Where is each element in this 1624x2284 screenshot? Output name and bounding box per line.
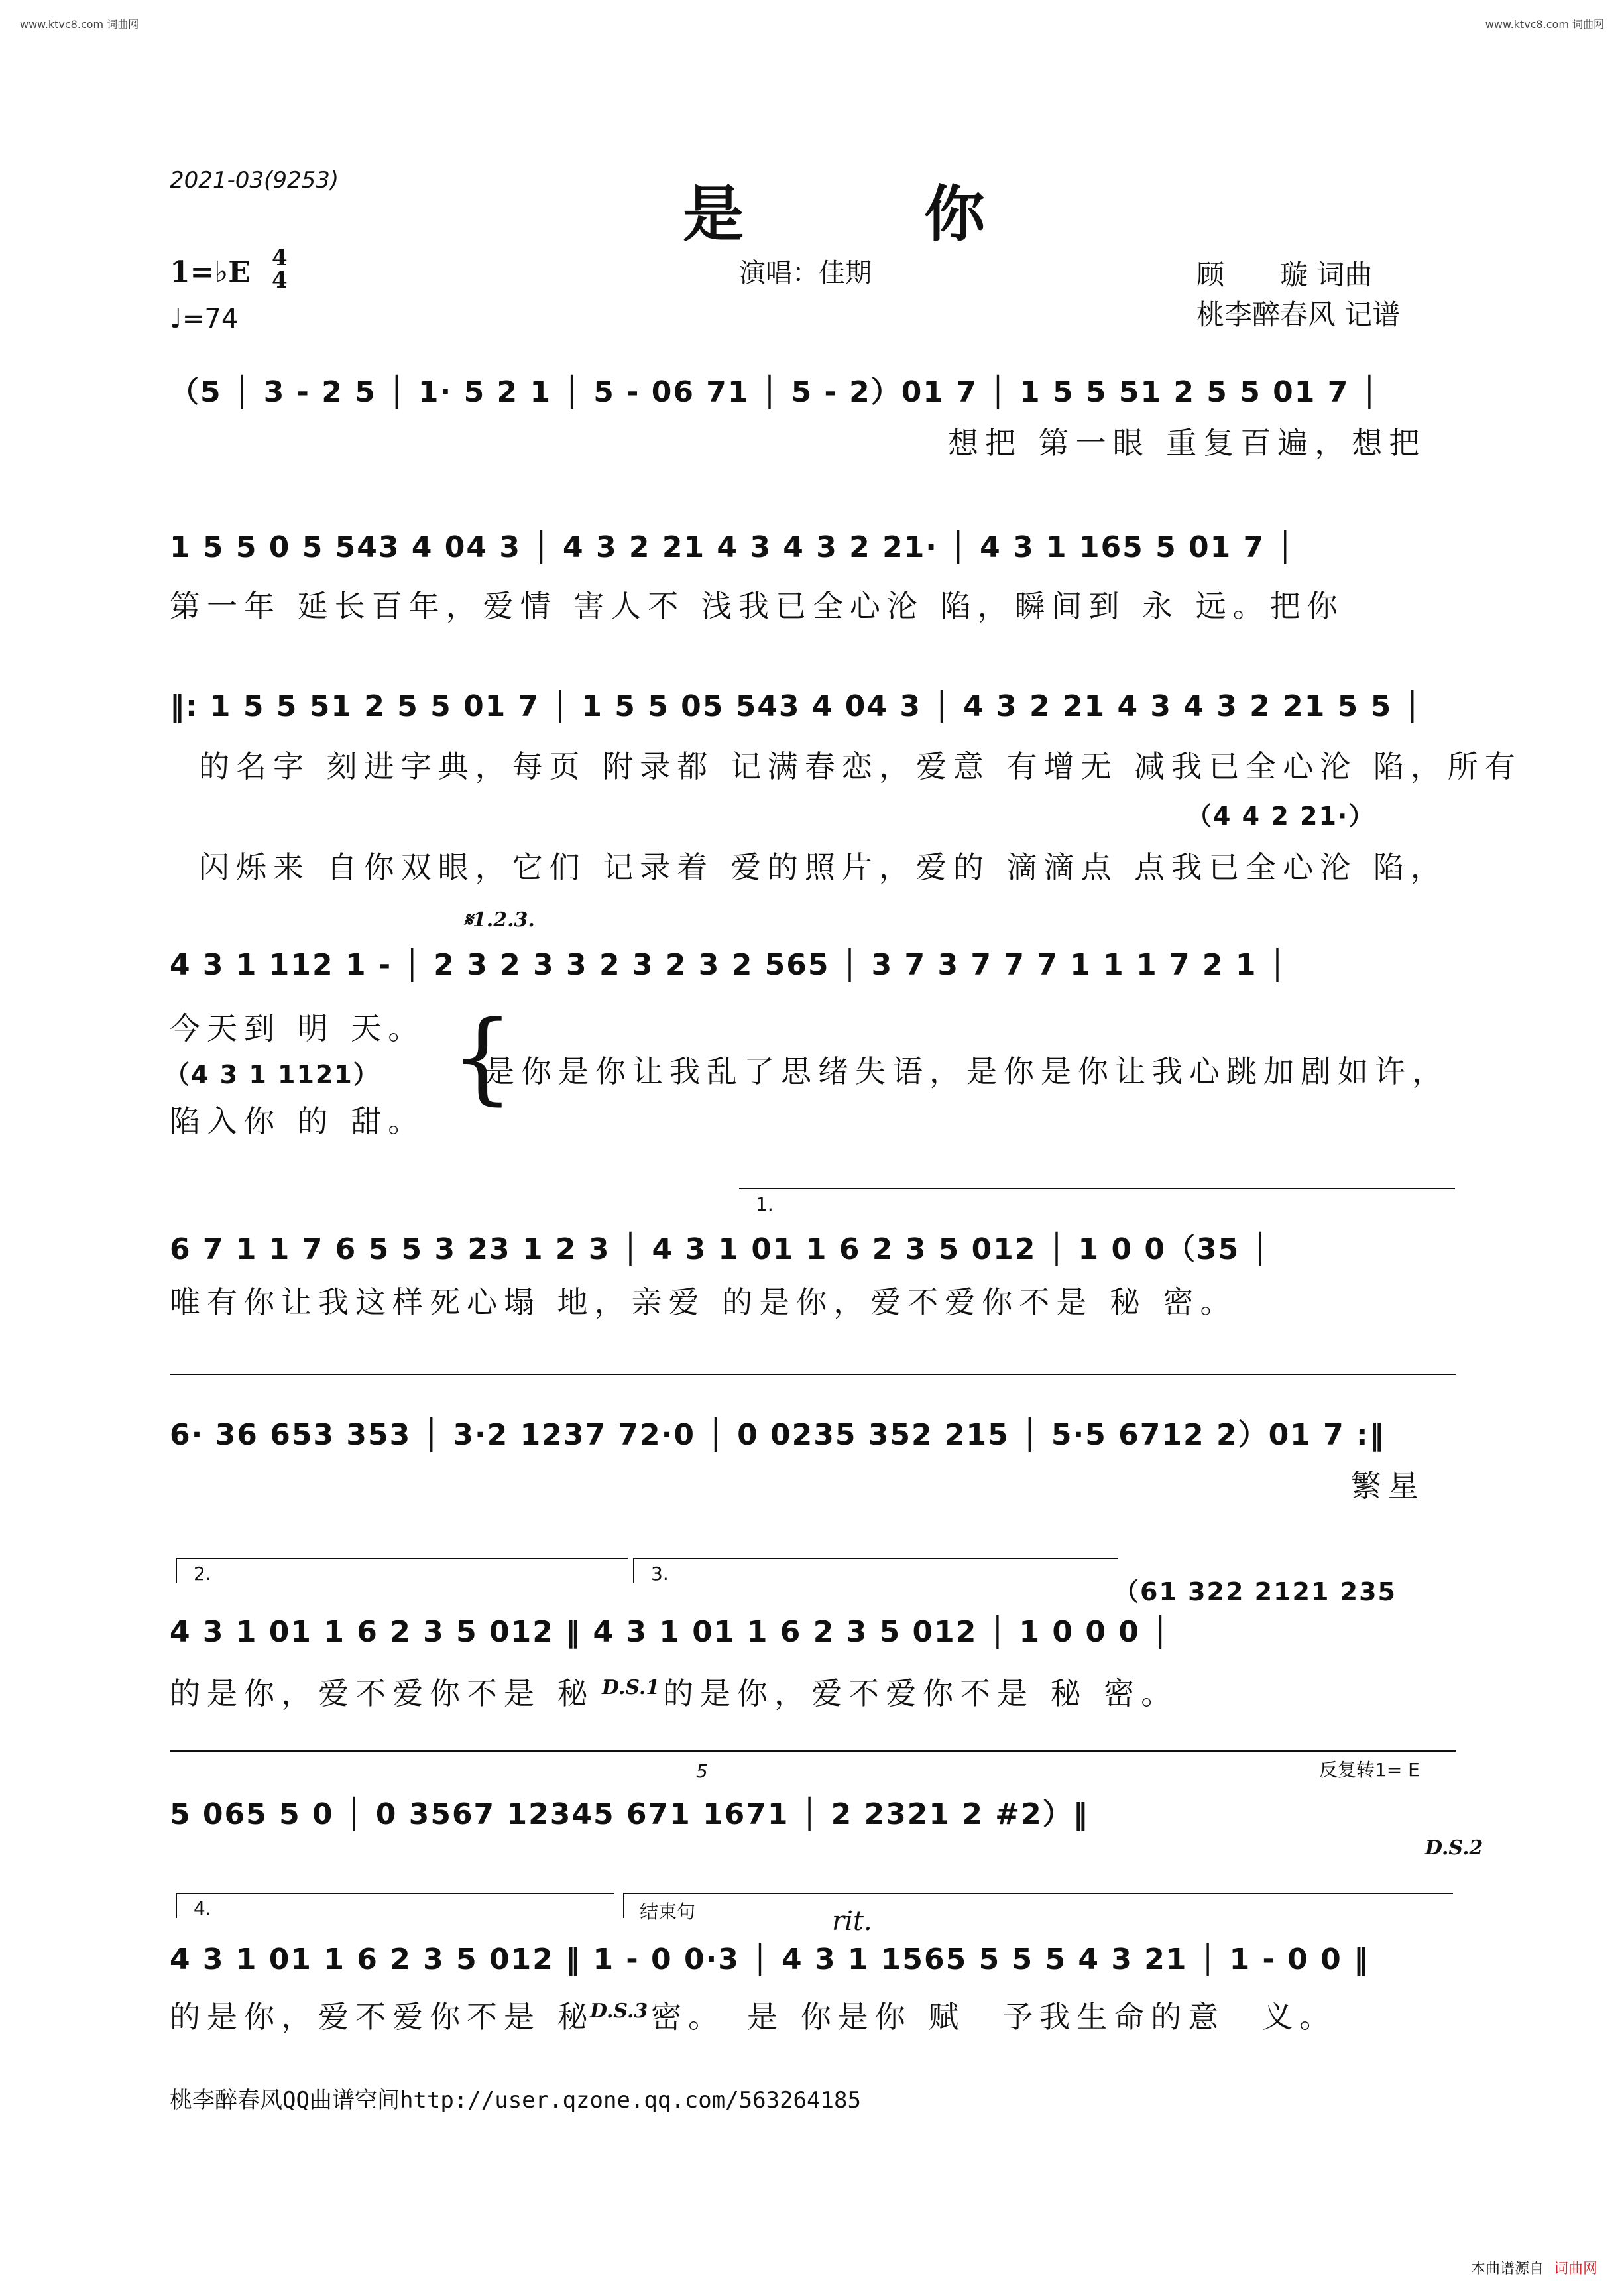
bottom-brand <box>1471 2257 1597 2278</box>
system-8-notes: 5 065 5 0 │ 0 3567 12345 671 1671 │ 2 2321 2 #2）‖ <box>170 1797 1089 1831</box>
system-9-lyrics: 的是你，爱不爱你不是 秘 <box>170 1999 595 2035</box>
volta-3-bracket <box>633 1558 1118 1583</box>
bottom-brand-name: 词曲网 <box>1553 2261 1597 2277</box>
volta-1-bracket <box>739 1188 1455 1189</box>
system-9-lyrics-2: 密。 是 你是你 赋 予我生命的意 义。 <box>651 1999 1337 2035</box>
system-7-notes: 4 3 1 01 1 6 2 3 5 012 ‖ 4 3 1 01 1 6 2 3 5 012 │ 1 0 0 0 │ <box>170 1615 1171 1649</box>
system-1-lyrics: 想把 第一眼 重复百遍，想把 <box>948 425 1426 461</box>
system-4-lyrics-alt: 陷入你 的 甜。 <box>170 1103 426 1139</box>
system-2-notes: 1 5 5 0 5 543 4 04 3 │ 4 3 2 21 4 3 4 3 2 21· │ 4 3 1 165 5 01 7 │ <box>170 530 1296 564</box>
ds3-mark: D.S.3 <box>590 2000 648 2023</box>
system-4-alt-notes: （4 3 1 1121） <box>164 1060 380 1089</box>
system-1-notes: （5 │ 3 - 2 5 │ 1· 5 2 1 │ 5 - 06 71 │ 5 - 2）01 7 │ 1 5 5 51 2 5 5 01 7 │ <box>170 375 1380 409</box>
bottom-brand-text: 本曲谱源自 <box>1470 2261 1544 2277</box>
ds1-mark: D.S.1 <box>602 1676 660 1699</box>
system-5-notes: 6 7 1 1 7 6 5 5 3 23 1 2 3 │ 4 3 1 01 1 6 2 3 5 012 │ 1 0 0（35 │ <box>170 1232 1271 1266</box>
system-3-alt-notes: （4 4 2 21·） <box>1187 802 1375 831</box>
volta-continuation-bracket <box>170 1374 1456 1375</box>
time-signature-bottom: 4 <box>272 267 288 294</box>
system-4-notes: 4 3 1 112 1 - │ 2 3 2 3 3 2 3 2 3 2 565 │ 3 7 3 7 7 7 1 1 1 7 2 1 │ <box>170 948 1288 982</box>
volta-4-label: 4. <box>194 1897 211 1919</box>
page-title: 是 你 <box>683 178 1065 250</box>
tempo-marking: ♩=74 <box>170 304 239 334</box>
volta-1-label: 1. <box>756 1193 774 1215</box>
system-7-lyrics-2: 的是你，爱不爱你不是 秘 密。 <box>663 1675 1179 1711</box>
system-6-notes: 6· 36 653 353 │ 3·2 1237 72·0 │ 0 0235 352 215 │ 5·5 6712 2）01 7 :‖ <box>170 1418 1385 1452</box>
system-6-lyrics: 繁星 <box>1351 1468 1425 1504</box>
system-4-lyrics: 今天到 明 天。 <box>170 1010 426 1046</box>
document-id: 2021-03(9253) <box>170 167 339 194</box>
quintuplet-mark: 5 <box>696 1760 708 1782</box>
transcriber-credit: 桃李醉春风 记谱 <box>1196 298 1401 331</box>
volta-2-bracket <box>176 1558 628 1583</box>
key-signature: 1=♭E <box>170 255 251 289</box>
system-3-lyrics-verse1: 的名字 刻进字典，每页 附录都 记满春恋，爱意 有增无 减我已全心沦 陷，所有 <box>199 749 1522 784</box>
left-watermark-strip <box>0 0 15 2284</box>
header-site-right: www.ktvc8.com 词曲网 <box>1485 18 1604 30</box>
ds2-mark: D.S.2 <box>1425 1836 1483 1860</box>
right-watermark-strip <box>1609 0 1624 2284</box>
system-5-lyrics: 唯有你让我这样死心塌 地，亲爱 的是你，爱不爱你不是 秘 密。 <box>170 1284 1238 1320</box>
system-3-lyrics-verse2: 闪烁来 自你双眼，它们 记录着 爱的照片，爱的 滴滴点 点我已全心沦 陷， <box>199 849 1448 885</box>
ending-label: 结束句 <box>640 1901 696 1923</box>
system-3-notes: ‖: 1 5 5 51 2 5 5 01 7 │ 1 5 5 05 543 4 04 3 │ 4 3 2 21 4 3 4 3 2 21 5 5 │ <box>170 690 1423 723</box>
volta-4-bracket <box>176 1893 614 1918</box>
footer-source: 桃李醉春风QQ曲谱空间http://user.qzone.qq.com/563264185 <box>170 2087 861 2114</box>
system-4-lyrics-chorus: 是你是你让我乱了思绪失语，是你是你让我心跳加剧如许， <box>484 1053 1449 1089</box>
system-9-notes: 4 3 1 01 1 6 2 3 5 012 ‖ 1 - 0 0·3 │ 4 3 1 1565 5 5 5 4 3 21 │ 1 - 0 0 ‖ <box>170 1943 1370 1976</box>
performer: 演唱：佳期 <box>739 258 872 288</box>
lyricist-credit: 顾 璇 词曲 <box>1196 259 1373 291</box>
header-site-left: www.ktvc8.com 词曲网 <box>20 18 139 30</box>
volta-3-continuation-bracket <box>170 1750 1456 1752</box>
lyrics-brace: { <box>451 1000 514 1115</box>
time-signature <box>272 247 288 292</box>
ritardando-mark: rit. <box>832 1906 872 1937</box>
time-signature-top: 4 <box>272 245 288 271</box>
modulation-mark: 反复转1= E <box>1319 1759 1420 1781</box>
ending-bracket <box>623 1893 1453 1918</box>
system-7-alt-notes: （61 322 2121 235 <box>1114 1577 1397 1606</box>
system-2-lyrics: 第一年 延长百年，爱情 害人不 浅我已全心沦 陷，瞬间到 永 远。把你 <box>170 588 1344 624</box>
volta-3-label: 3. <box>651 1563 669 1585</box>
segno-mark: 𝄋1.2.3. <box>464 908 535 932</box>
volta-2-label: 2. <box>194 1563 211 1585</box>
system-7-lyrics: 的是你，爱不爱你不是 秘 <box>170 1675 595 1711</box>
